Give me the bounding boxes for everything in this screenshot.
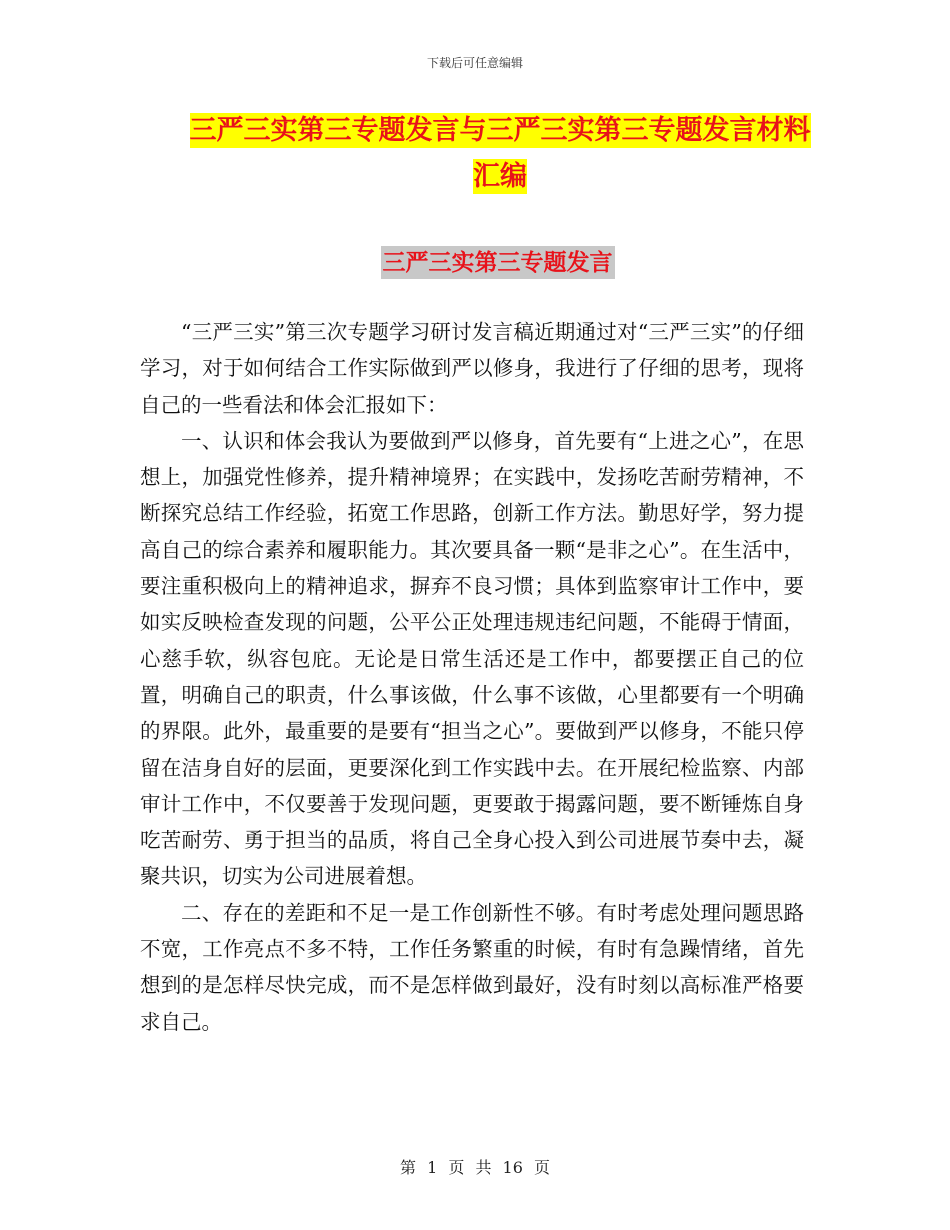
header-note: 下载后可任意编辑 <box>426 56 523 70</box>
paragraph-shortcomings: 二、存在的差距和不足一是工作创新性不够。有时考虑处理问题思路不宽，工作亮点不多不特，工作任务繁重的时候，有时有急躁情绪，首先想到的是怎样尽快完成，而不是怎样做到最好，没有时刻以高标准严格要求自己。 <box>140 900 804 1034</box>
title-line-2: 汇编 <box>473 161 527 192</box>
section-title-text: 三严三实第三专题发言 <box>381 246 615 279</box>
paragraph-understanding: 一、认识和体会我认为要做到严以修身，首先要有“上进之心”，在思想上，加强党性修养，提升精神境界；在实践中，发扬吃苦耐劳精神，不断探究总结工作经验，拓宽工作思路，创新工作方法。勤思好学，努力提高自己的综合素养和履职能力。其次要具备一颗“是非之心”。在生活中，要注重积极向上的精神追求，摒弃不良习惯；具体到监察审计工作中，要如实反映检查发现的问题，公平公正处理违规违纪问题，不能碍于情面，心慈手软，纵容包庇。无论是日常生活还是工作中，都要摆正自己的位置，明确自己的职责，什么事该做，什么事不该做，心里都要有一个明确的界限。此外，最重要的是要有“担当之心”。要做到严以修身，不能只停留在洁身自好的层面，更要深化到工作实践中去。在开展纪检监察、内部审计工作中，不仅要善于发现问题，更要敢于揭露问题，要不断锤炼自身吃苦耐劳、勇于担当的品质，将自己全身心投入到公司进展节奏中去，凝聚共识，切实为公司进展着想。 <box>140 428 804 889</box>
title-line-1: 三严三实第三专题发言与三严三实第三专题发言材料 <box>189 115 811 146</box>
section-title <box>0 244 950 277</box>
paragraph-intro: “三严三实”第三次专题学习研讨发言稿近期通过对“三严三实”的仔细学习，对于如何结合工作实际做到严以修身，我进行了仔细的思考，现将自己的一些看法和体会汇报如下： <box>140 320 804 417</box>
document-body <box>140 314 804 1040</box>
document-title <box>140 108 860 200</box>
page-footer: 第 1 页 共 16 页 <box>400 1158 550 1177</box>
